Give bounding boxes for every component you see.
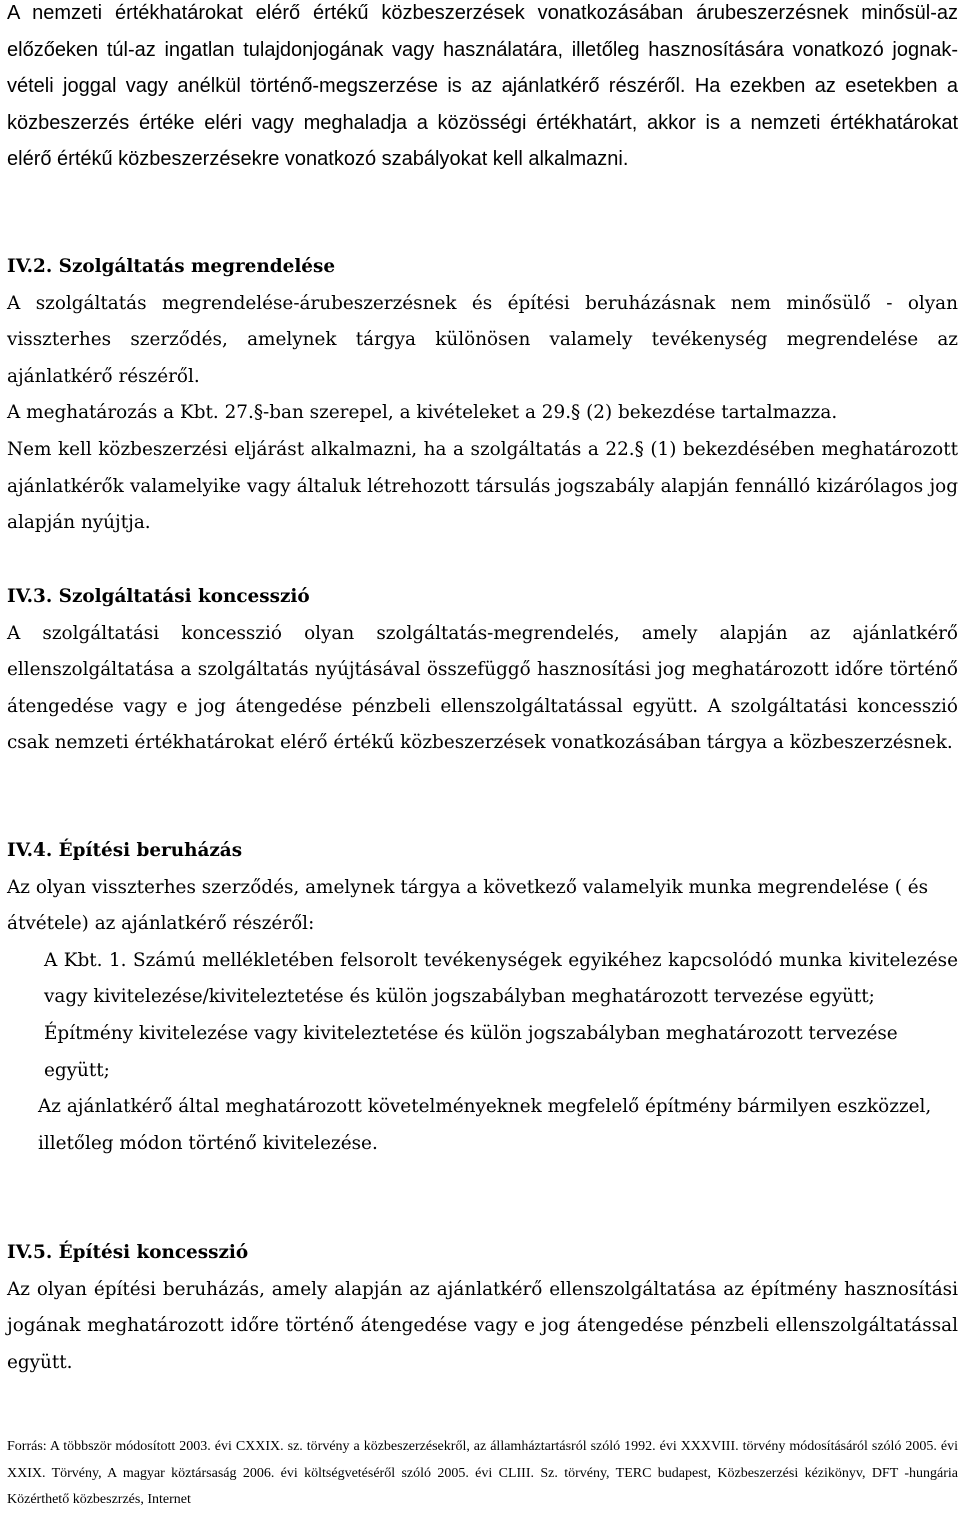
section-iv2-paragraph-1: A szolgáltatás megrendelése-árubeszerzésnek és építési beruházásnak nem minősülő - olyan visszterhes szerződés, amelynek tárgya különösen valamely tevékenység megrendelése az ajánlatkérő részéről. [7, 292, 958, 387]
section-iv4-paragraph-1: Az olyan visszterhes szerződés, amelynek tárgya a következő valamelyik munka megrendelése ( és átvétele) az ajánlatkérő részéről: [7, 876, 929, 935]
footer-sources [7, 1434, 958, 1514]
section-heading-iv3: IV.3. Szolgáltatási koncesszió [7, 586, 310, 607]
section-iv3-paragraph-1: A szolgáltatási koncesszió olyan szolgáltatás-megrendelés, amely alapján az ajánlatkérő ellenszolgáltatása a szolgáltatás nyújtásával összefüggő hasznosítási jog meghatározott időre történő átengedése vagy e jog átengedése pénzbeli ellenszolgáltatással együtt. A szolgáltatási koncesszió csak nemzeti értékhatárokat elérő értékű közbeszerzések vonatkozásában tárgya a közbeszerzésnek. [7, 622, 958, 754]
section-iv4-list-item-3: Az ajánlatkérő által meghatározott követelményeknek megfelelő építmény bármilyen eszközzel, illetőleg módon történő kivitelezése. [38, 1096, 932, 1154]
intro-paragraph: A nemzeti értékhatárokat elérő értékű közbeszerzések vonatkozásában árubeszerzésnek minősül-az előzőeken túl-az ingatlan tulajdonjogának vagy használatára, illetőleg hasznosítására vonatkozó jognak-vételi joggal vagy anélkül történő-megszerzése is az ajánlatkérő részéről. Ha ezekben az esetekben a közbeszerzés értéke eléri vagy meghaladja a közösségi értékhatárt, akkor is a nemzeti értékhatárokat elérő értékű közbeszerzésekre vonatkozó szabályokat kell alkalmazni. [7, 2, 958, 171]
section-iv5-paragraph-1: Az olyan építési beruházás, amely alapján az ajánlatkérő ellenszolgáltatása az építmény hasznosítási jogának meghatározott időre történő átengedése vagy e jog átengedése pénzbeli ellenszolgáltatással együtt. [7, 1278, 958, 1373]
footer-text: Forrás: A többször módosított 2003. évi CXXIX. sz. törvény a közbeszerzésekről, az államháztartásról szóló 1992. évi XXXVIII. törvény módosításáról szóló 2005. évi XXIX. Törvény, A magyar köztársaság 2006. évi költségvetéséről szóló 2005. évi CLIII. Sz. törvény, TERC budapest, Közbeszerzési kézikönyv, DFT -hungária Közérthető közbeszrzés, Internet [7, 1439, 958, 1507]
intro-section [7, 0, 958, 178]
section-iv4-list-item-1: A Kbt. 1. Számú mellékletében felsorolt tevékenységek egyikéhez kapcsolódó munka kivitelezése vagy kivitelezése/kiviteleztetése és külön jogszabályban meghatározott tervezése együtt; [44, 949, 958, 1008]
section-iv5 [7, 1235, 958, 1381]
section-heading-iv2: IV.2. Szolgáltatás megrendelése [7, 256, 336, 277]
section-iv3 [7, 579, 958, 762]
section-iv2 [7, 249, 958, 542]
section-heading-iv4: IV.4. Építési beruházás [7, 840, 243, 861]
document-page [7, 0, 958, 1513]
section-iv2-paragraph-3: Nem kell közbeszerzési eljárást alkalmazni, ha a szolgáltatás a 22.§ (1) bekezdésében meghatározott ajánlatkérők valamelyike vagy általuk létrehozott társulás jogszabály alapján fennálló kizárólagos jog alapján nyújtja. [7, 438, 958, 534]
section-iv4 [7, 833, 958, 1162]
section-heading-iv5: IV.5. Építési koncesszió [7, 1242, 249, 1263]
section-iv2-paragraph-2: A meghatározás a Kbt. 27.§-ban szerepel, a kivételeket a 29.§ (2) bekezdése tartalmazza. [7, 402, 838, 424]
section-iv4-list-item-2: Építmény kivitelezése vagy kiviteleztetése és külön jogszabályban meghatározott tervezése együtt; [44, 1022, 898, 1081]
